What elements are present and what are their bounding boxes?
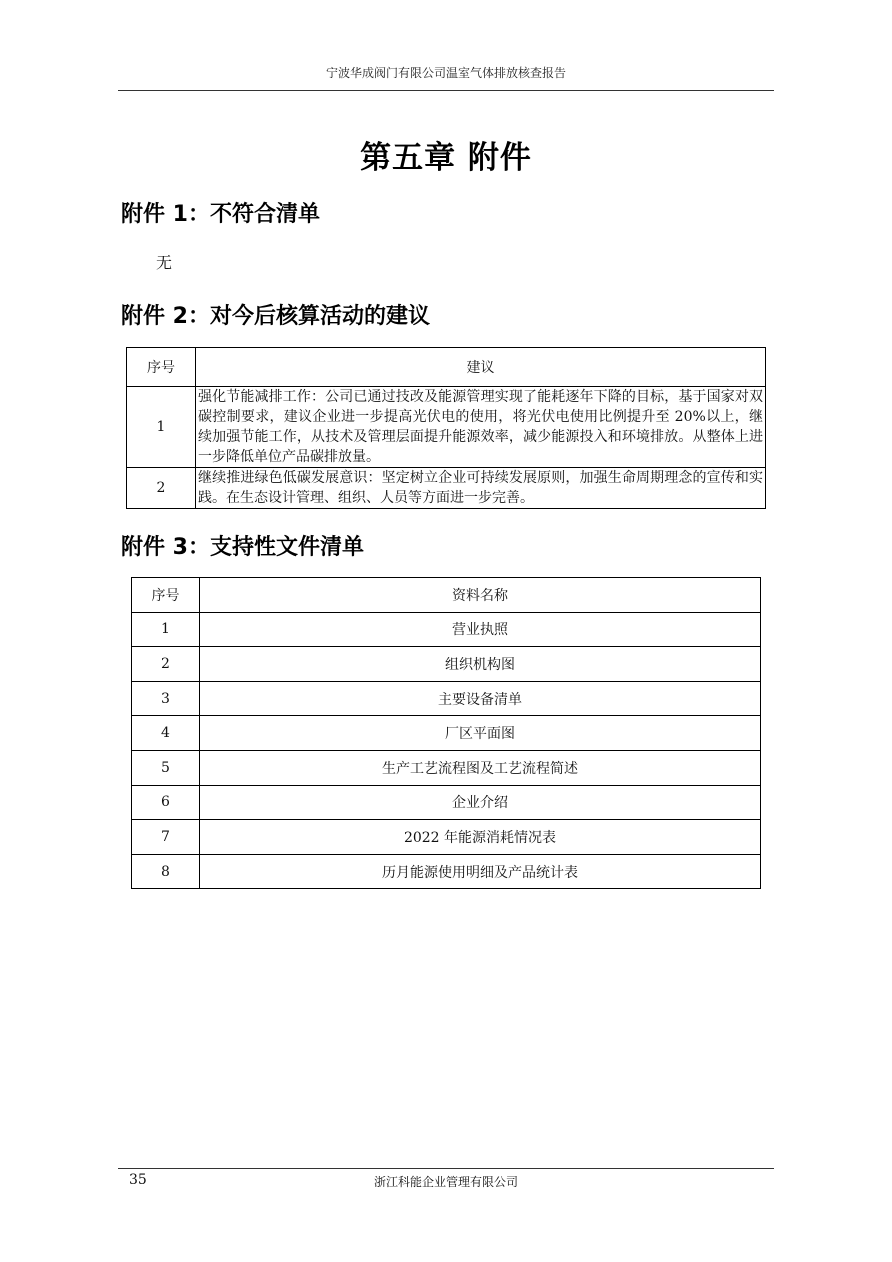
column-header-doc-name: 资料名称 [200,578,761,613]
row-number: 7 [132,820,200,855]
chapter-title: 第五章 附件 [360,140,532,176]
table-row [132,681,761,716]
doc-name: 企业介绍 [200,785,761,820]
column-header-no: 序号 [132,578,200,613]
doc-name: 组织机构图 [200,647,761,682]
table-header-row [132,578,761,613]
table-row [132,785,761,820]
header-divider [118,90,774,91]
table-row [132,612,761,647]
suggestions-table [126,347,766,509]
table-row [132,820,761,855]
section-heading-supporting-docs: 附件 3：支持性文件清单 [121,535,364,560]
table-row [132,854,761,889]
nonconformity-content: 无 [156,253,173,272]
row-number: 1 [127,387,196,468]
table-row [132,716,761,751]
row-number: 8 [132,854,200,889]
doc-name: 历月能源使用明细及产品统计表 [200,854,761,889]
row-number: 2 [127,468,196,509]
doc-name: 2022 年能源消耗情况表 [200,820,761,855]
doc-name: 生产工艺流程图及工艺流程简述 [200,750,761,785]
row-number: 2 [132,647,200,682]
page-number: 35 [129,1172,147,1188]
suggestion-text: 强化节能减排工作：公司已通过技改及能源管理实现了能耗逐年下降的目标，基于国家对双碳控制要求，建议企业进一步提高光伏电的使用，将光伏电使用比例提升至 20%以上，继续加强节能工作，从技术及管理层面提升能源效率，减少能源投入和环境排放。从整体上进一步降低单位产品碳排放量。 [196,387,766,468]
column-header-suggestion: 建议 [196,348,766,387]
doc-name: 厂区平面图 [200,716,761,751]
row-number: 6 [132,785,200,820]
supporting-docs-table [131,577,761,889]
row-number: 5 [132,750,200,785]
suggestion-text: 继续推进绿色低碳发展意识：坚定树立企业可持续发展原则，加强生命周期理念的宣传和实践。在生态设计管理、组织、人员等方面进一步完善。 [196,468,766,509]
section-heading-nonconformity: 附件 1：不符合清单 [121,202,320,227]
table-header-row [127,348,766,387]
section-heading-suggestions: 附件 2：对今后核算活动的建议 [121,304,430,329]
footer-company: 浙江科能企业管理有限公司 [373,1175,518,1189]
table-row [127,468,766,509]
running-header: 宁波华成阀门有限公司温室气体排放核查报告 [325,66,566,80]
table-row [132,647,761,682]
row-number: 1 [132,612,200,647]
doc-name: 主要设备清单 [200,681,761,716]
footer-divider [118,1168,774,1169]
column-header-no: 序号 [127,348,196,387]
doc-name: 营业执照 [200,612,761,647]
row-number: 3 [132,681,200,716]
table-row [132,750,761,785]
row-number: 4 [132,716,200,751]
table-row [127,387,766,468]
